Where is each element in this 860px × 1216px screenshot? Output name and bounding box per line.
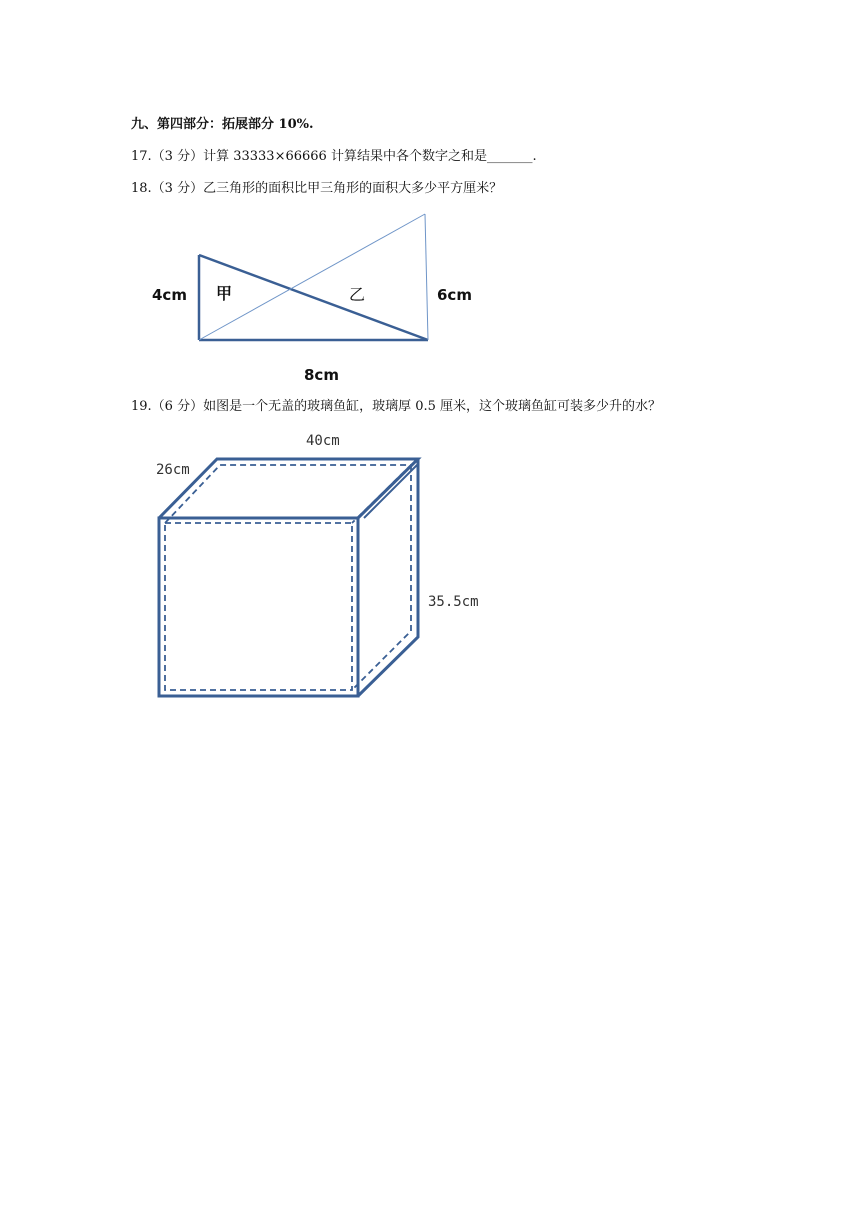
label-jia: 甲 <box>216 284 233 303</box>
label-4cm: 4cm <box>152 286 187 304</box>
inner-right-dashed <box>352 465 411 690</box>
front-face <box>159 518 358 696</box>
question-19: 19.（6 分）如图是一个无盖的玻璃鱼缸，玻璃厚 0.5 厘米，这个玻璃鱼缸可装多少升的水？ <box>131 399 662 414</box>
top-face-back <box>159 459 418 518</box>
top-edge-inner <box>364 464 418 518</box>
label-6cm: 6cm <box>437 286 472 304</box>
question-18: 18.（3 分）乙三角形的面积比甲三角形的面积大多少平方厘米？ <box>131 181 503 196</box>
label-8cm: 8cm <box>304 366 339 384</box>
thin-diagonal <box>199 214 425 340</box>
thick-diagonal <box>199 255 428 340</box>
triangle-figure <box>152 214 472 384</box>
fish-tank-figure <box>159 459 418 696</box>
label-26cm: 26cm <box>156 462 190 478</box>
section-heading: 九、第四部分：拓展部分 10%. <box>131 117 314 132</box>
question-17: 17.（3 分）计算 33333×66666 计算结果中各个数字之和是_______. <box>131 149 537 164</box>
inner-front-dashed <box>165 523 352 690</box>
label-yi: 乙 <box>349 285 366 304</box>
label-35-5cm: 35.5cm <box>428 594 479 610</box>
label-40cm: 40cm <box>306 433 340 449</box>
right-side <box>425 214 428 340</box>
